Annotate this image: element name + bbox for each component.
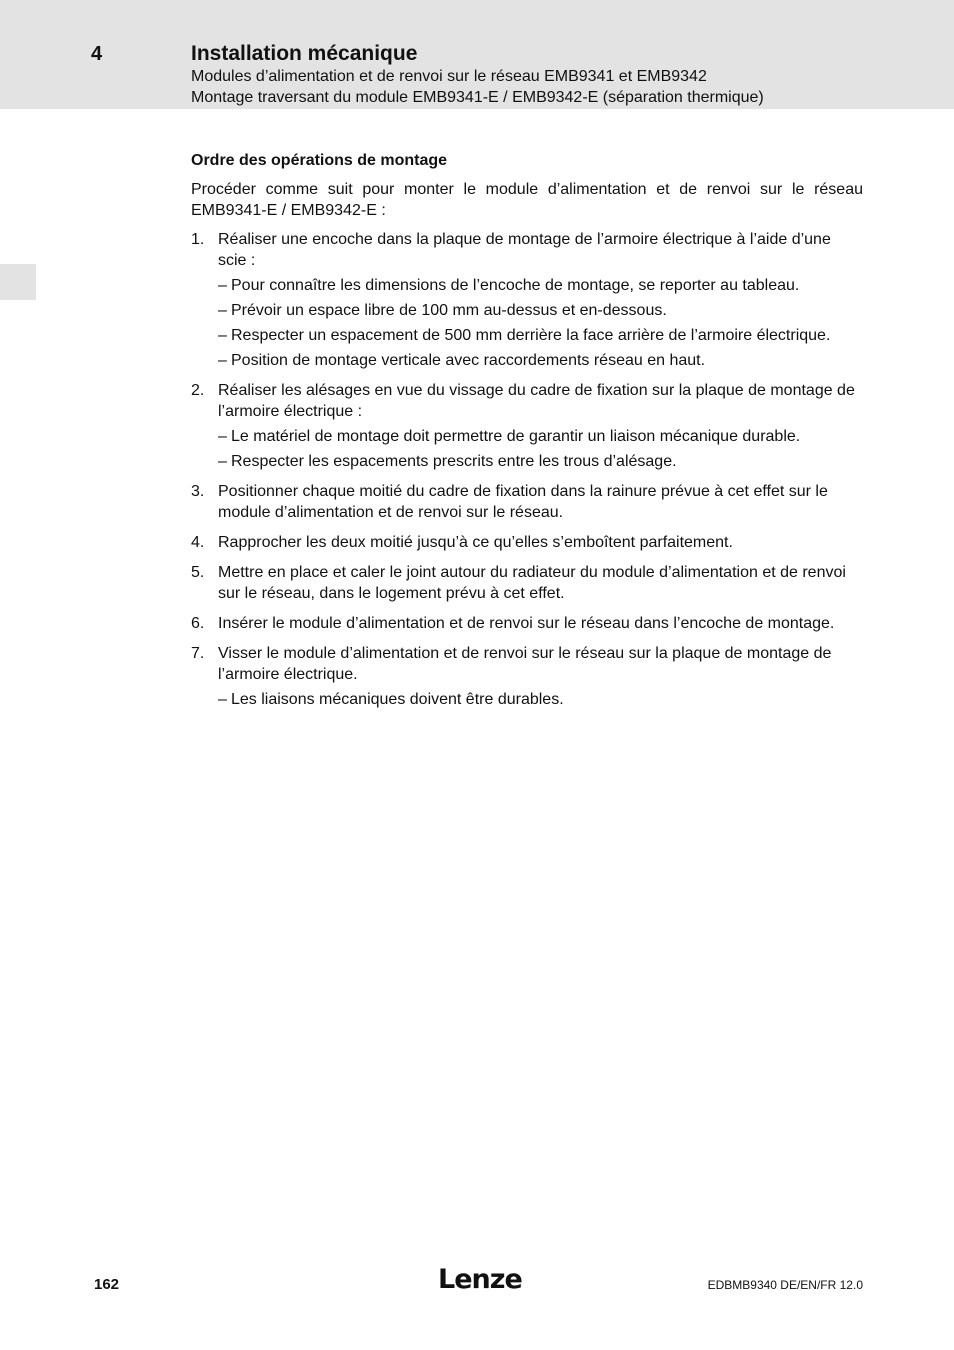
step-subitem [218,451,863,472]
subtitle-line-1: Modules d’alimentation et de renvoi sur le réseau EMB9341 et EMB9342 [191,68,707,85]
step-item [191,613,863,634]
step-number: 5. [191,564,205,581]
step-subitem [218,275,863,296]
page-number: 162 [94,1276,120,1293]
dash-marker: – [218,453,227,470]
chapter-side-tab [0,264,36,300]
step-number: 7. [191,645,205,662]
step-subitem [218,350,863,371]
chapter-title: Installation mécanique [191,42,418,65]
step-subitems [218,275,863,371]
step-text: Mettre en place et caler le joint autour du radiateur du module d’alimentation et de renvoi sur le réseau, dans le logement prévu à cet effet. [218,564,846,602]
intro-paragraph: Procéder comme suit pour monter le module d’alimentation et de renvoi sur le réseau EMB9341-E / EMB9342-E : [191,181,863,219]
step-subitems [218,426,863,472]
step-text: Visser le module d’alimentation et de renvoi sur le réseau sur la plaque de montage de l’armoire électrique. [218,645,832,683]
subtitle-line-2: Montage traversant du module EMB9341-E / EMB9342-E (séparation thermique) [191,89,764,106]
section-heading: Ordre des opérations de montage [191,152,448,169]
step-subitems [218,689,863,710]
lenze-logo: Lenze [438,1264,522,1295]
step-number: 2. [191,382,205,399]
dash-marker: – [218,302,227,319]
step-subitem [218,300,863,321]
step-text: Positionner chaque moitié du cadre de fixation dans la rainure prévue à cet effet sur le module d’alimentation et de renvoi sur le réseau. [218,483,828,521]
step-text: Réaliser une encoche dans la plaque de montage de l’armoire électrique à l’aide d’une scie : [218,231,831,269]
dash-marker: – [218,691,227,708]
step-number: 3. [191,483,205,500]
step-subitem [218,426,863,447]
step-subitem-text: Pour connaître les dimensions de l’encoche de montage, se reporter au tableau. [231,277,800,294]
step-subitem-text: Les liaisons mécaniques doivent être durables. [231,691,564,708]
step-subitem [218,689,863,710]
step-item [191,532,863,553]
step-item [191,562,863,604]
step-item [191,229,863,371]
step-number: 1. [191,231,205,248]
step-subitem-text: Respecter les espacements prescrits entre les trous d’alésage. [231,453,677,470]
step-number: 6. [191,615,205,632]
step-text: Insérer le module d’alimentation et de renvoi sur le réseau dans l’encoche de montage. [218,615,835,632]
step-subitem-text: Le matériel de montage doit permettre de garantir un liaison mécanique durable. [231,428,801,445]
chapter-number: 4 [91,43,103,65]
step-text: Rapprocher les deux moitié jusqu’à ce qu’elles s’emboîtent parfaitement. [218,534,733,551]
main-content [191,150,863,719]
dash-marker: – [218,352,227,369]
dash-marker: – [218,277,227,294]
step-item [191,643,863,710]
step-subitem [218,325,863,346]
steps-list [191,229,863,710]
document-id: EDBMB9340 DE/EN/FR 12.0 [707,1278,863,1292]
step-subitem-text: Prévoir un espace libre de 100 mm au-dessus et en-dessous. [231,302,667,319]
step-text: Réaliser les alésages en vue du vissage du cadre de fixation sur la plaque de montage de l’armoire électrique : [218,382,855,420]
step-item [191,481,863,523]
step-subitem-text: Position de montage verticale avec raccordements réseau en haut. [231,352,706,369]
step-item [191,380,863,472]
dash-marker: – [218,327,227,344]
step-number: 4. [191,534,205,551]
dash-marker: – [218,428,227,445]
step-subitem-text: Respecter un espacement de 500 mm derrière la face arrière de l’armoire électrique. [231,327,831,344]
